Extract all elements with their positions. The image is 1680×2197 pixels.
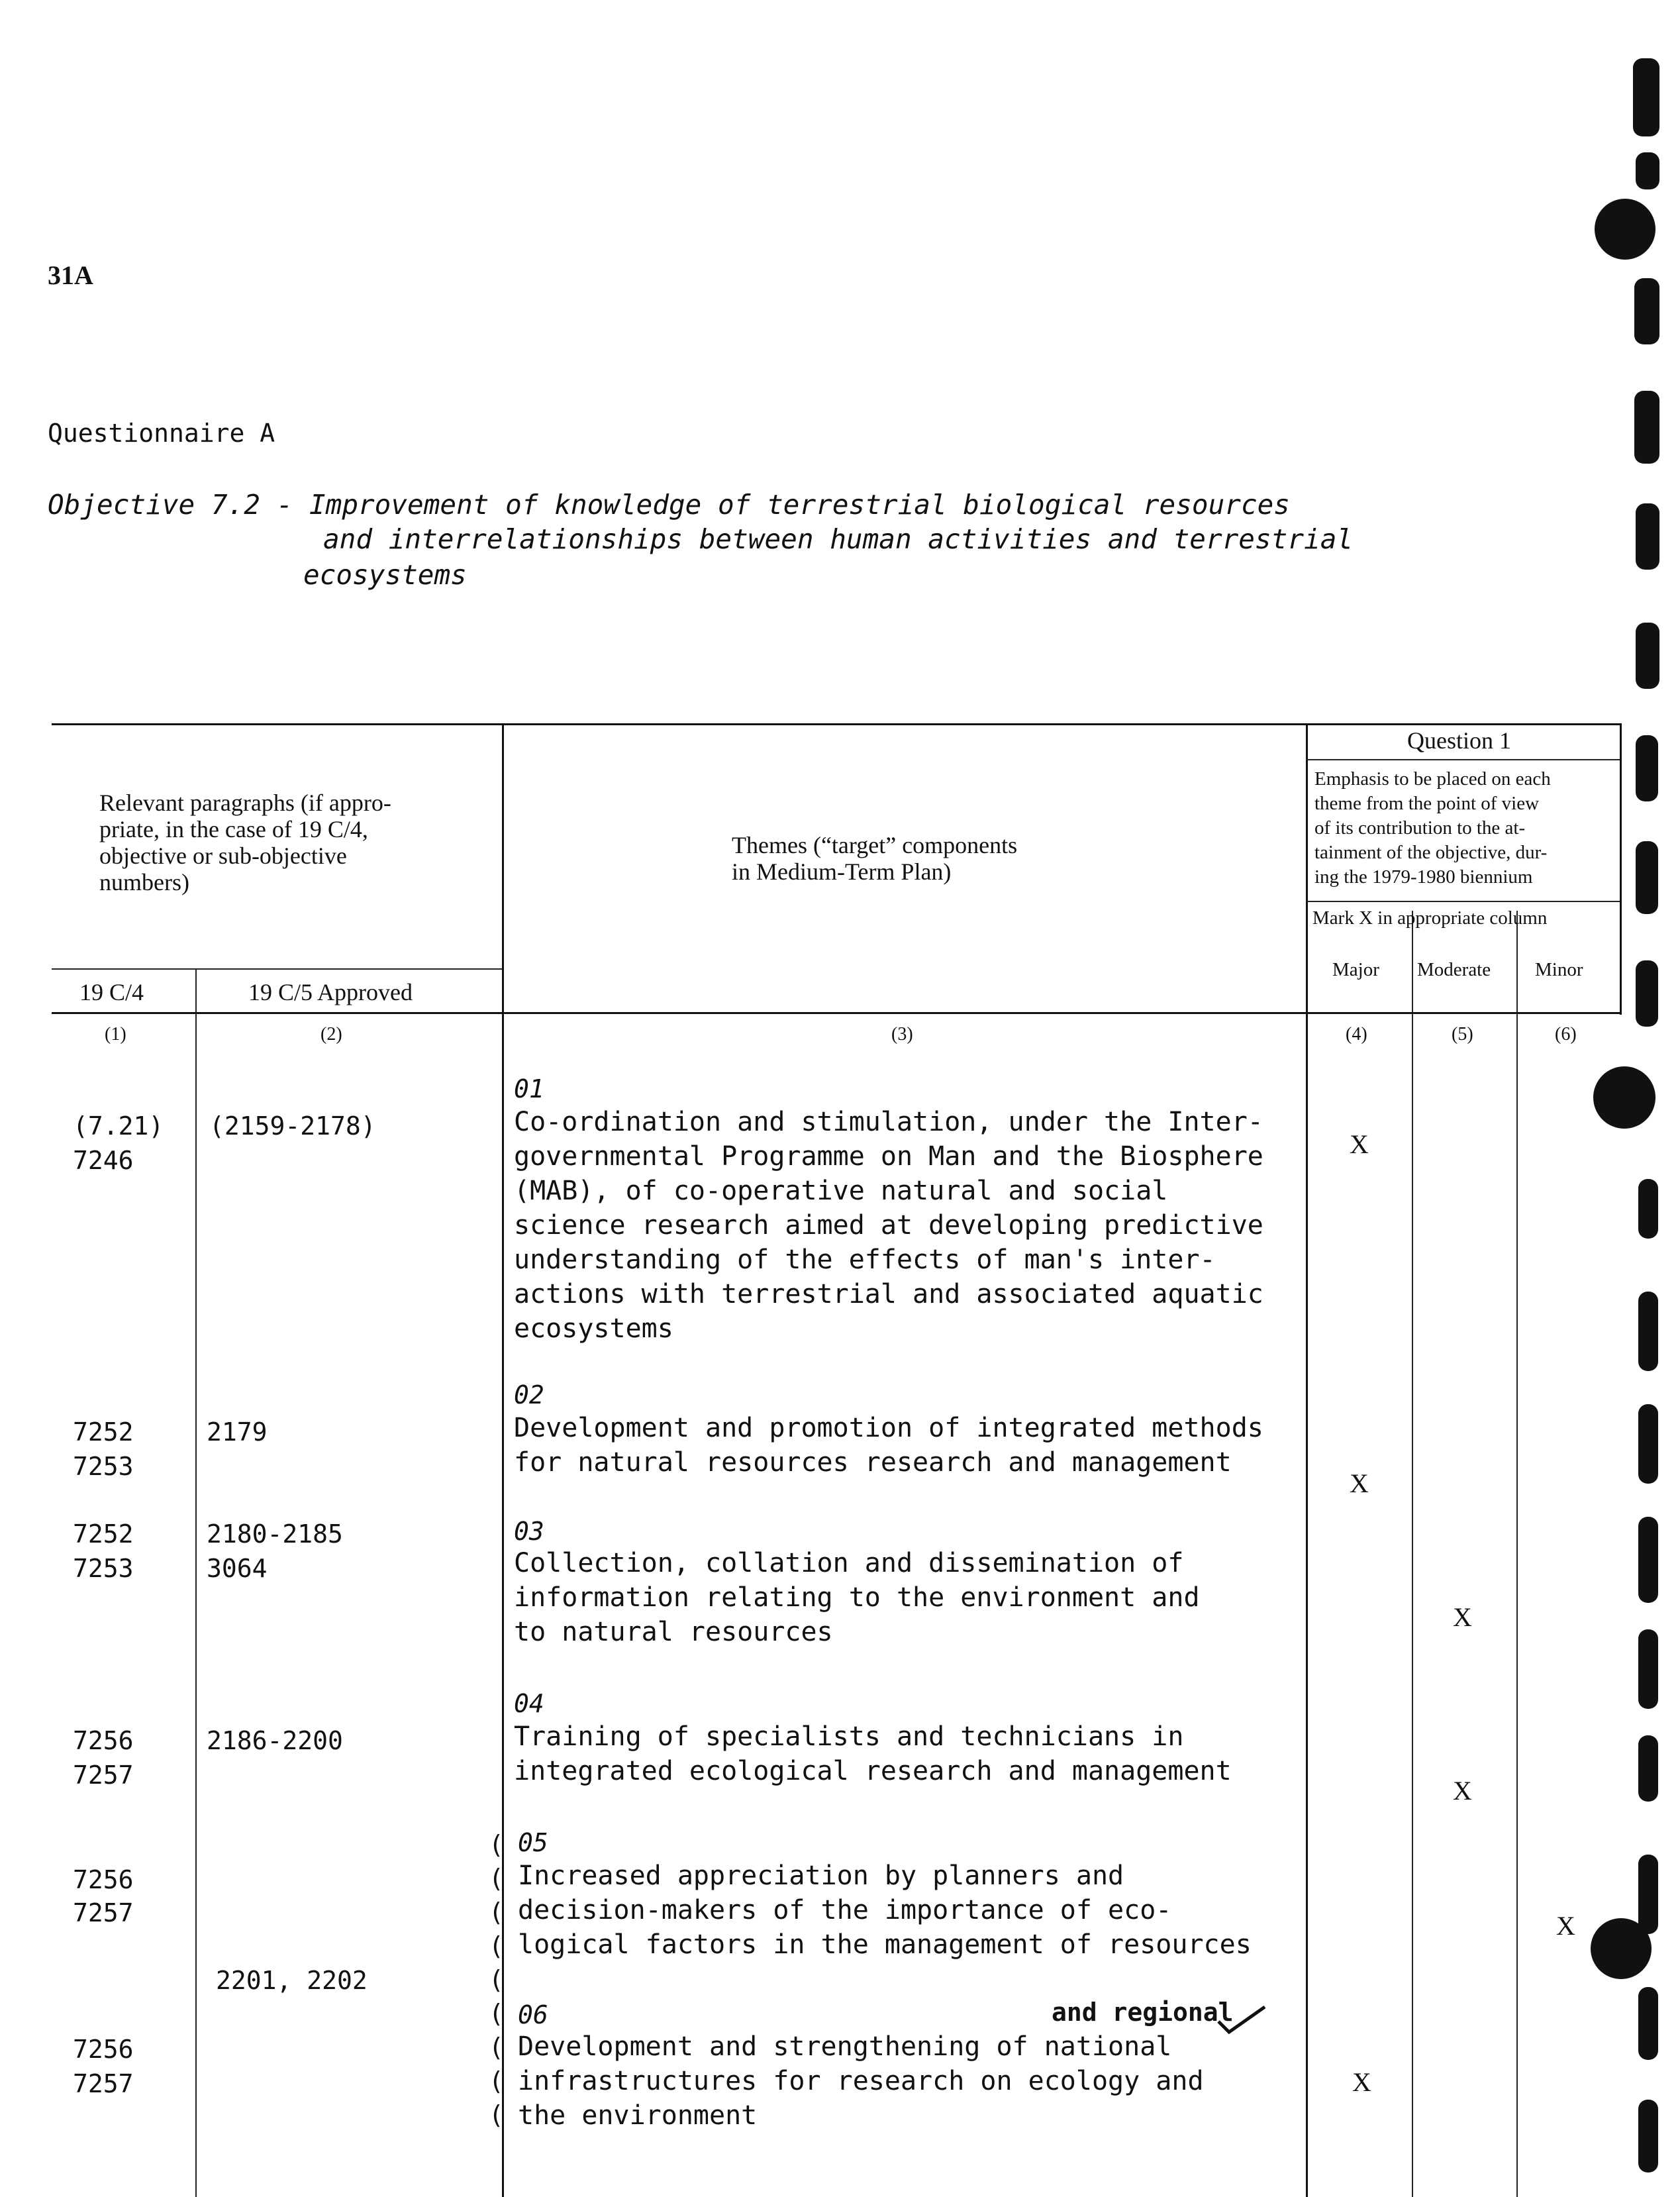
- ref-19c4: 7256: [73, 1726, 134, 1755]
- ref-19c4: 7257: [73, 1898, 134, 1927]
- ref-19c4: 7253: [73, 1452, 134, 1481]
- relevant-paragraphs-header: Relevant paragraphs (if appro- priate, in the case of 19 C/4, objective or sub-objective numbers): [99, 790, 391, 895]
- ref-19c4: 7252: [73, 1417, 134, 1447]
- checkmark-icon: [1216, 2003, 1269, 2036]
- objective-line-2: and interrelationships between human activities and terrestrial: [323, 523, 1354, 555]
- ref-19c4: 7252: [73, 1519, 134, 1549]
- theme-code: 06: [518, 2000, 548, 2029]
- col-number-1: (1): [105, 1024, 126, 1045]
- ref-19c4: 7253: [73, 1554, 134, 1583]
- theme-code: 02: [514, 1380, 544, 1409]
- moderate-header: Moderate: [1417, 959, 1491, 980]
- col-number-6: (6): [1555, 1024, 1577, 1045]
- theme-text: Increased appreciation by planners and decision-makers of the importance of eco- logical factors in the management of resources: [518, 1861, 1252, 1960]
- col1-header: 19 C/4: [79, 979, 144, 1005]
- theme-text: Development and strengthening of national infrastructures for research on ecology and the environment: [518, 2031, 1204, 2131]
- minor-header: Minor: [1535, 959, 1583, 980]
- mark-major: X: [1350, 1129, 1369, 1159]
- ref-19c4: 7257: [73, 2069, 134, 2098]
- theme-text: Collection, collation and dissemination of information relating to the environment and to natural resources: [514, 1548, 1200, 1647]
- themes-header: Themes (“target” components in Medium-Term Plan): [732, 832, 1018, 885]
- theme-code: 03: [514, 1517, 544, 1546]
- questionnaire-title: Questionnaire A: [48, 419, 275, 448]
- theme-code: 05: [518, 1828, 548, 1857]
- ref-19c5: 2179: [207, 1417, 268, 1447]
- ref-19c5: 3064: [207, 1554, 268, 1583]
- objective-line-1: Objective 7.2 - Improvement of knowledge of terrestrial biological resources: [48, 489, 1290, 521]
- ref-19c4: 7246: [73, 1146, 134, 1175]
- mark-x-header: Mark X in appropriate column: [1312, 907, 1548, 929]
- theme-code: 01: [514, 1074, 544, 1103]
- major-header: Major: [1332, 959, 1379, 980]
- page-number: 31A: [48, 260, 93, 290]
- ref-19c4: (7.21): [73, 1111, 164, 1141]
- emphasis-header: Emphasis to be placed on each theme from the point of view of its contribution to the at- tainment of the objective, dur- ing the 1979-1980 biennium: [1314, 768, 1551, 888]
- mark-minor: X: [1556, 1911, 1575, 1941]
- ref-19c5: 2201, 2202: [216, 1966, 368, 1995]
- ref-19c5: 2180-2185: [207, 1519, 343, 1549]
- theme-text: Development and promotion of integrated methods for natural resources research and management: [514, 1413, 1263, 1478]
- ref-19c4: 7256: [73, 1865, 134, 1894]
- col-number-4: (4): [1346, 1024, 1367, 1045]
- mark-major: X: [1350, 1468, 1369, 1498]
- theme-text: Co-ordination and stimulation, under the Inter- governmental Programme on Man and the Biosphere (MAB), of co-operative natural and social science research aimed at developing predictive understanding of the effects of man's inter- actions with terrestrial and associated aquatic ecosystems: [514, 1107, 1263, 1344]
- ref-19c4: 7256: [73, 2035, 134, 2064]
- col-number-3: (3): [891, 1024, 913, 1045]
- theme-text: Training of specialists and technicians in integrated ecological research and management: [514, 1721, 1232, 1786]
- ref-19c5: 2186-2200: [207, 1726, 343, 1755]
- col-number-2: (2): [321, 1024, 342, 1045]
- mark-moderate: X: [1453, 1776, 1472, 1806]
- theme-code: 04: [514, 1689, 544, 1718]
- mark-major: X: [1352, 2067, 1371, 2097]
- handwritten-insert: and regional: [1052, 1998, 1234, 2027]
- ref-19c4: 7257: [73, 1761, 134, 1790]
- ref-19c5: (2159-2178): [209, 1111, 376, 1141]
- col2-header: 19 C/5 Approved: [248, 979, 413, 1005]
- mark-moderate: X: [1453, 1602, 1472, 1632]
- bracket-column: ( ( ( ( ( ( ( ( (: [489, 1830, 504, 2129]
- question-header: Question 1: [1407, 727, 1511, 754]
- col-number-5: (5): [1452, 1024, 1473, 1045]
- objective-line-3: ecosystems: [303, 559, 467, 591]
